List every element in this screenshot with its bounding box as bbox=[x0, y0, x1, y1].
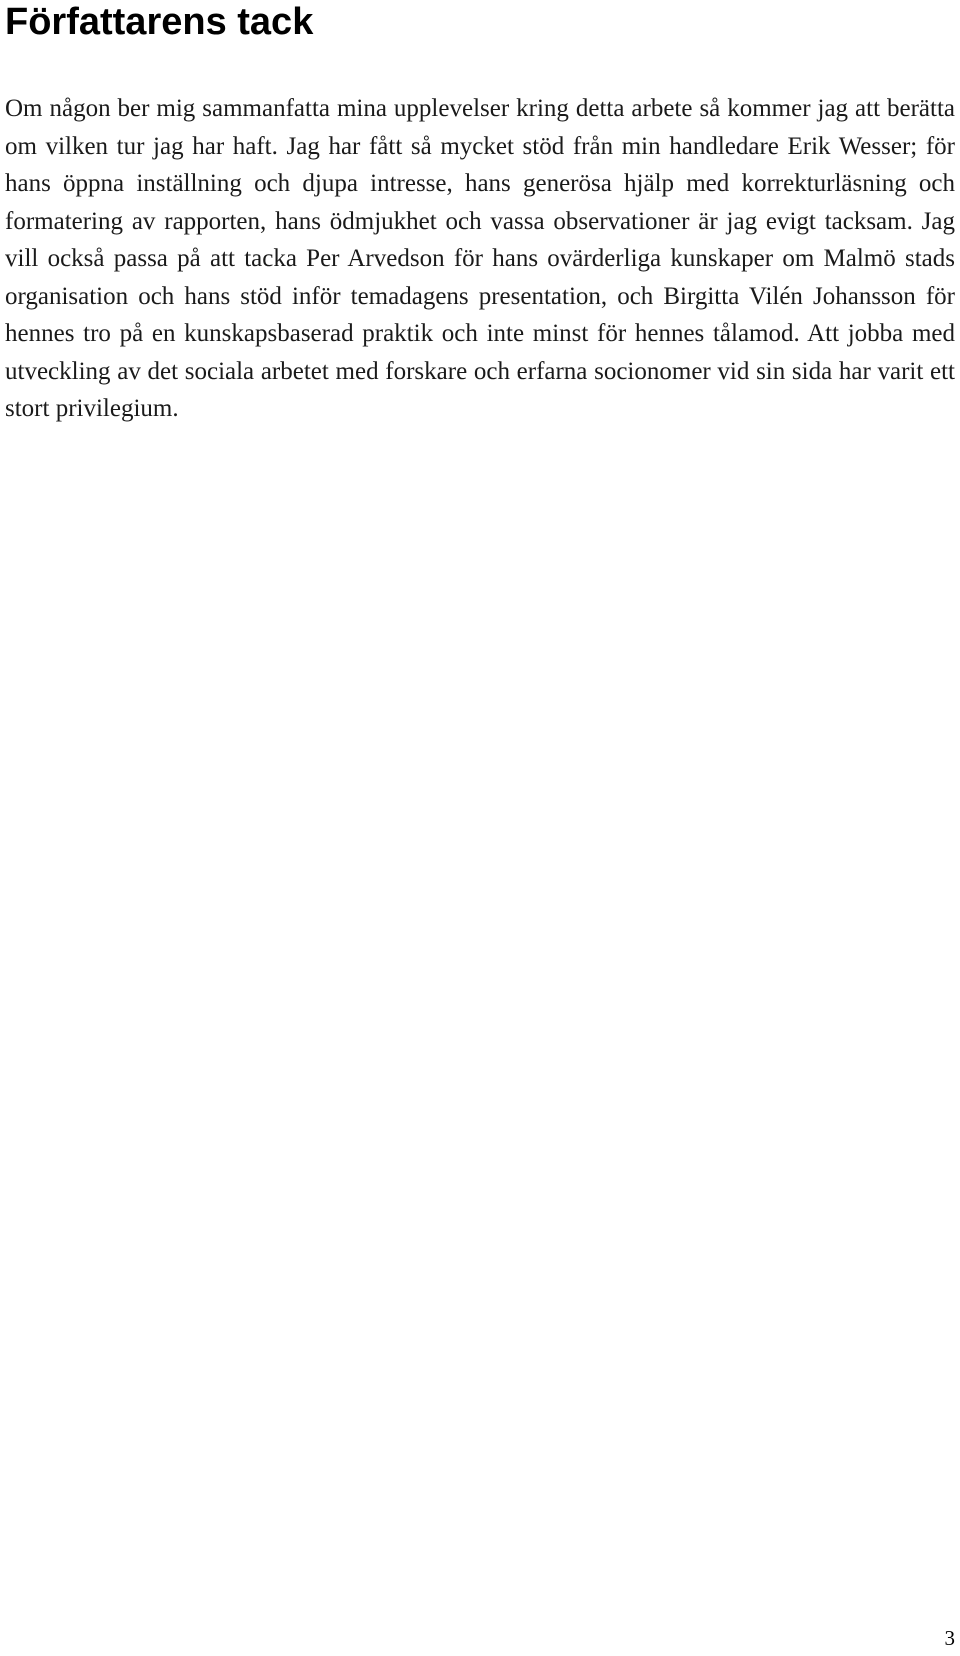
page-number: 3 bbox=[944, 1626, 955, 1650]
page-title: Författarens tack bbox=[5, 1, 314, 43]
acknowledgement-paragraph: Om någon ber mig sammanfatta mina upplevelser kring detta arbete så kommer jag att berätta om vilken tur jag har haft. Jag har fått så mycket stöd från min handledare Erik Wesser; för hans öppna inställning och djupa intresse, hans generösa hjälp med korrekturläsning och formatering av rapporten, hans ödmjukhet och vassa observationer är jag evigt tacksam. Jag vill också passa på att tacka Per Arvedson för hans ovärderliga kunskaper om Malmö stads organisation och hans stöd inför temadagens presentation, och Birgitta Vilén Johansson för hennes tro på en kunskapsbaserad praktik och inte minst för hennes tålamod. Att jobba med utveckling av det sociala arbetet med forskare och erfarna socionomer vid sin sida har varit ett stort privilegium. bbox=[5, 95, 955, 422]
